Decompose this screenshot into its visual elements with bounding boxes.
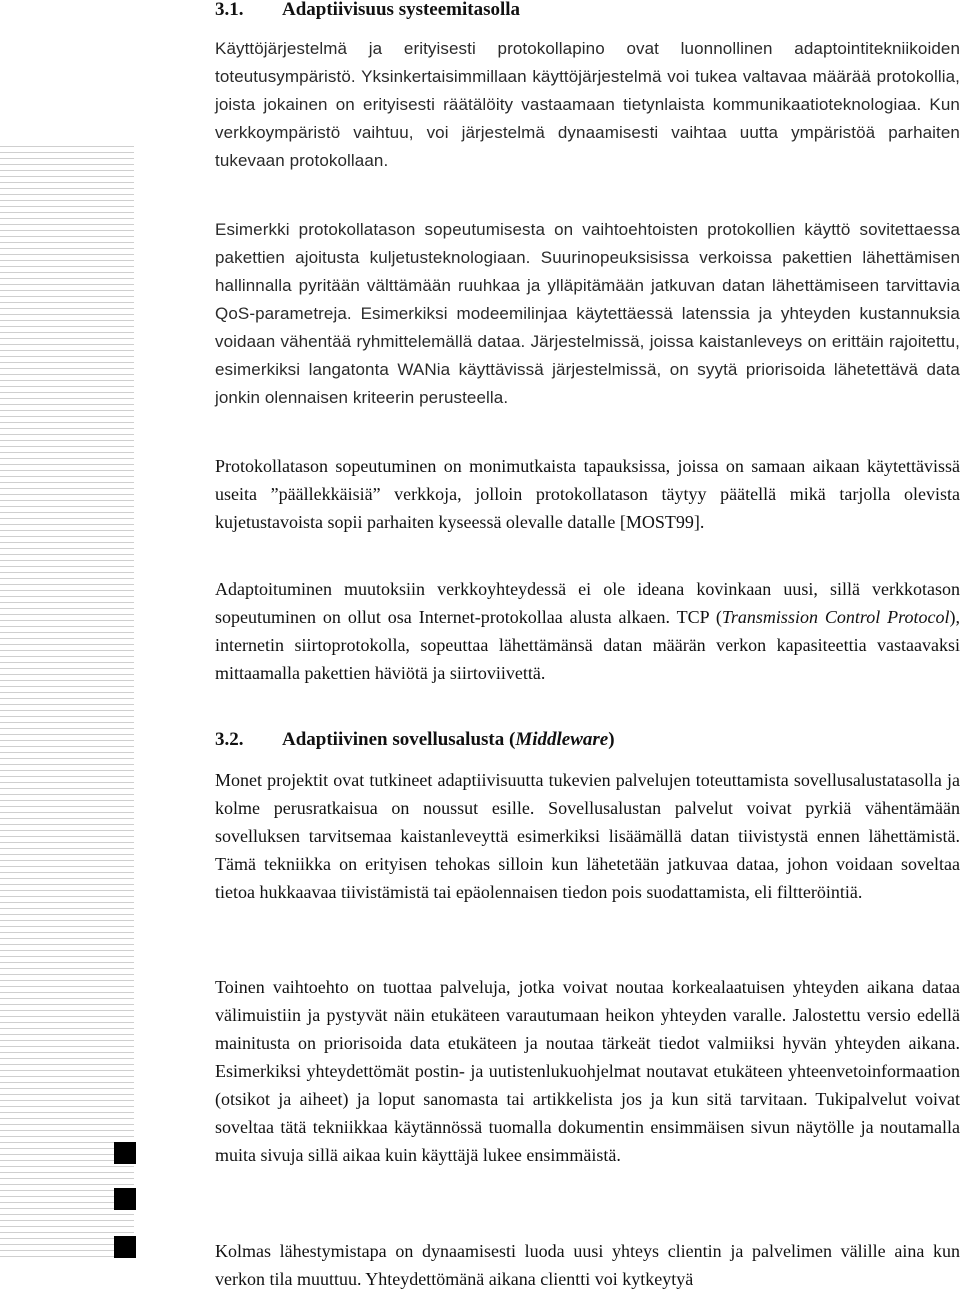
margin-ruled-lines bbox=[0, 146, 134, 1261]
section-number: 3.1. bbox=[215, 0, 244, 20]
paragraph-text: Adaptoituminen muutoksiin verkkoyhteydessä ei ole ideana kovinkaan uusi, sillä verkkotason sopeutuminen on ollut osa Internet-protokollaa alusta alkaen. TCP ( bbox=[215, 579, 960, 627]
section-title-text: Adaptiivinen sovellusalusta ( bbox=[282, 729, 516, 750]
paragraph-text: ), internetin siirtoprotokolla, sopeuttaa lähettämänsä datan määrän verkon kapasiteettia vastaavaksi mittaamalla pakettien häviötä ja siirtoviivettä. bbox=[215, 607, 960, 683]
margin-square-marker bbox=[114, 1142, 136, 1164]
paragraph: Monet projektit ovat tutkineet adaptiivisuutta tukevien palvelujen toteuttamista sovellusalustatasolla ja kolme perusratkaisua on noussut esille. Sovellusalustan palvelut voivat pyrkiä vähentämään sovelluksen tarvitsemaa kaistanleveyttä esimerkiksi lisäämällä datan tiivistystä ennen lähettämistä. Tämä tekniikka on erityisen tehokas silloin kun lähetetään jatkuvaa dataa, johon voidaan soveltaa tietoa hukkaavaa tiivistämistä tai epäolennaisen tiedon pois suodattamista, eli filtteröintiä. bbox=[215, 770, 960, 902]
margin-square-marker bbox=[114, 1188, 136, 1210]
paragraph: Kolmas lähestymistapa on dynaamisesti luoda uusi yhteys clientin ja palvelimen välille aina kun verkon tila muuttuu. Yhteydettömänä aikana clientti voi kytkeytyä bbox=[215, 1241, 960, 1289]
margin-square-marker bbox=[114, 1236, 136, 1258]
section-heading-3-2 bbox=[215, 729, 615, 751]
emphasis-text: Transmission Control Protocol bbox=[721, 607, 950, 627]
section-title-emphasis: Middleware bbox=[515, 729, 609, 750]
section-title-text: ) bbox=[608, 729, 615, 750]
section-heading-3-1 bbox=[215, 0, 520, 21]
section-title: Adaptiivisuus systeemitasolla bbox=[282, 0, 521, 20]
paragraph: Toinen vaihtoehto on tuottaa palveluja, jotka voivat noutaa korkealaatuisen yhteyden aikana dataa välimuistiin ja pystyvät näin etukäteen varautumaan heikon yhteyden varalle. Jalostettu versio edellä mainitusta on priorisoida data etukäteen ja noutaa tärkeät tiedot valmiiksi hyvän yhteyden aikana. Esimerkiksi yhteydettömät postin- ja uutistenlukuohjelmat noutavat etukäteen yhteenvetoinformaation (otsikot ja aiheet) ja loput sanomasta tai artikkelista jos ja kun sitä tarvitaan. Tukipalvelut voivat soveltaa tätä tekniikkaa käytännössä tuomalla dokumentin ensimmäisen sivun näytölle ja noutamalla muita sivuja sillä aikaa kuin käyttäjä lukee ensimmäistä. bbox=[215, 977, 960, 1165]
paragraph bbox=[215, 575, 960, 687]
paragraph bbox=[215, 216, 960, 412]
section-number: 3.2. bbox=[215, 729, 244, 750]
section-title bbox=[282, 729, 615, 751]
paragraph: Käyttöjärjestelmä ja erityisesti protokollapino ovat luonnollinen adaptointitekniikoiden toteutusympäristö. Yksinkertaisimmillaan käyttöjärjestelmä voi tukea valtavaa määrää protokollia, joista jokainen on erityisesti räätälöity vastaamaan tietynlaista kommunikaatioteknologiaa. Kun verkkoympäristö vaihtuu, voi järjestelmä dynaamisesti vaihtaa uutta ympäristöä parhaiten tukevaan protokollaan. bbox=[215, 39, 960, 170]
paragraph: Protokollatason sopeutuminen on monimutkaista tapauksissa, joissa on samaan aikaan käytettävissä useita ”päällekkäisiä” verkkoja, jolloin protokollatason täytyy päätellä mikä tarjolla olevista kujetustavoista sopii parhaiten kyseessä olevalle datalle [MOST99]. bbox=[215, 456, 960, 532]
paragraph-text: Esimerkki protokollatason sopeutumisesta on vaihtoehtoisten protokollien käyttö sovitettaessa pakettien ajoitusta kuljetusteknologiaan. Suurinopeuksisissa verkoissa pakettien lähettämisen hallinnalla pyritään välttämään ruuhkaa ja ylläpitämään jatkuvan datan lähettämiseen tarvittavia QoS-parametreja. Esimerkiksi modeemilinjaa käytettäessä latenssia ja yhteyden kustannuksia voidaan vähentää ryhmittelemällä dataa. Järjestelmissä, joissa kaistanleveys on erittäin rajoitettu, esimerkiksi langatonta WANia käyttävissä järjestelmissä, on syytä priorisoida lähetettävä data jonkin olennaisen kriteerin perusteella. bbox=[215, 220, 960, 407]
